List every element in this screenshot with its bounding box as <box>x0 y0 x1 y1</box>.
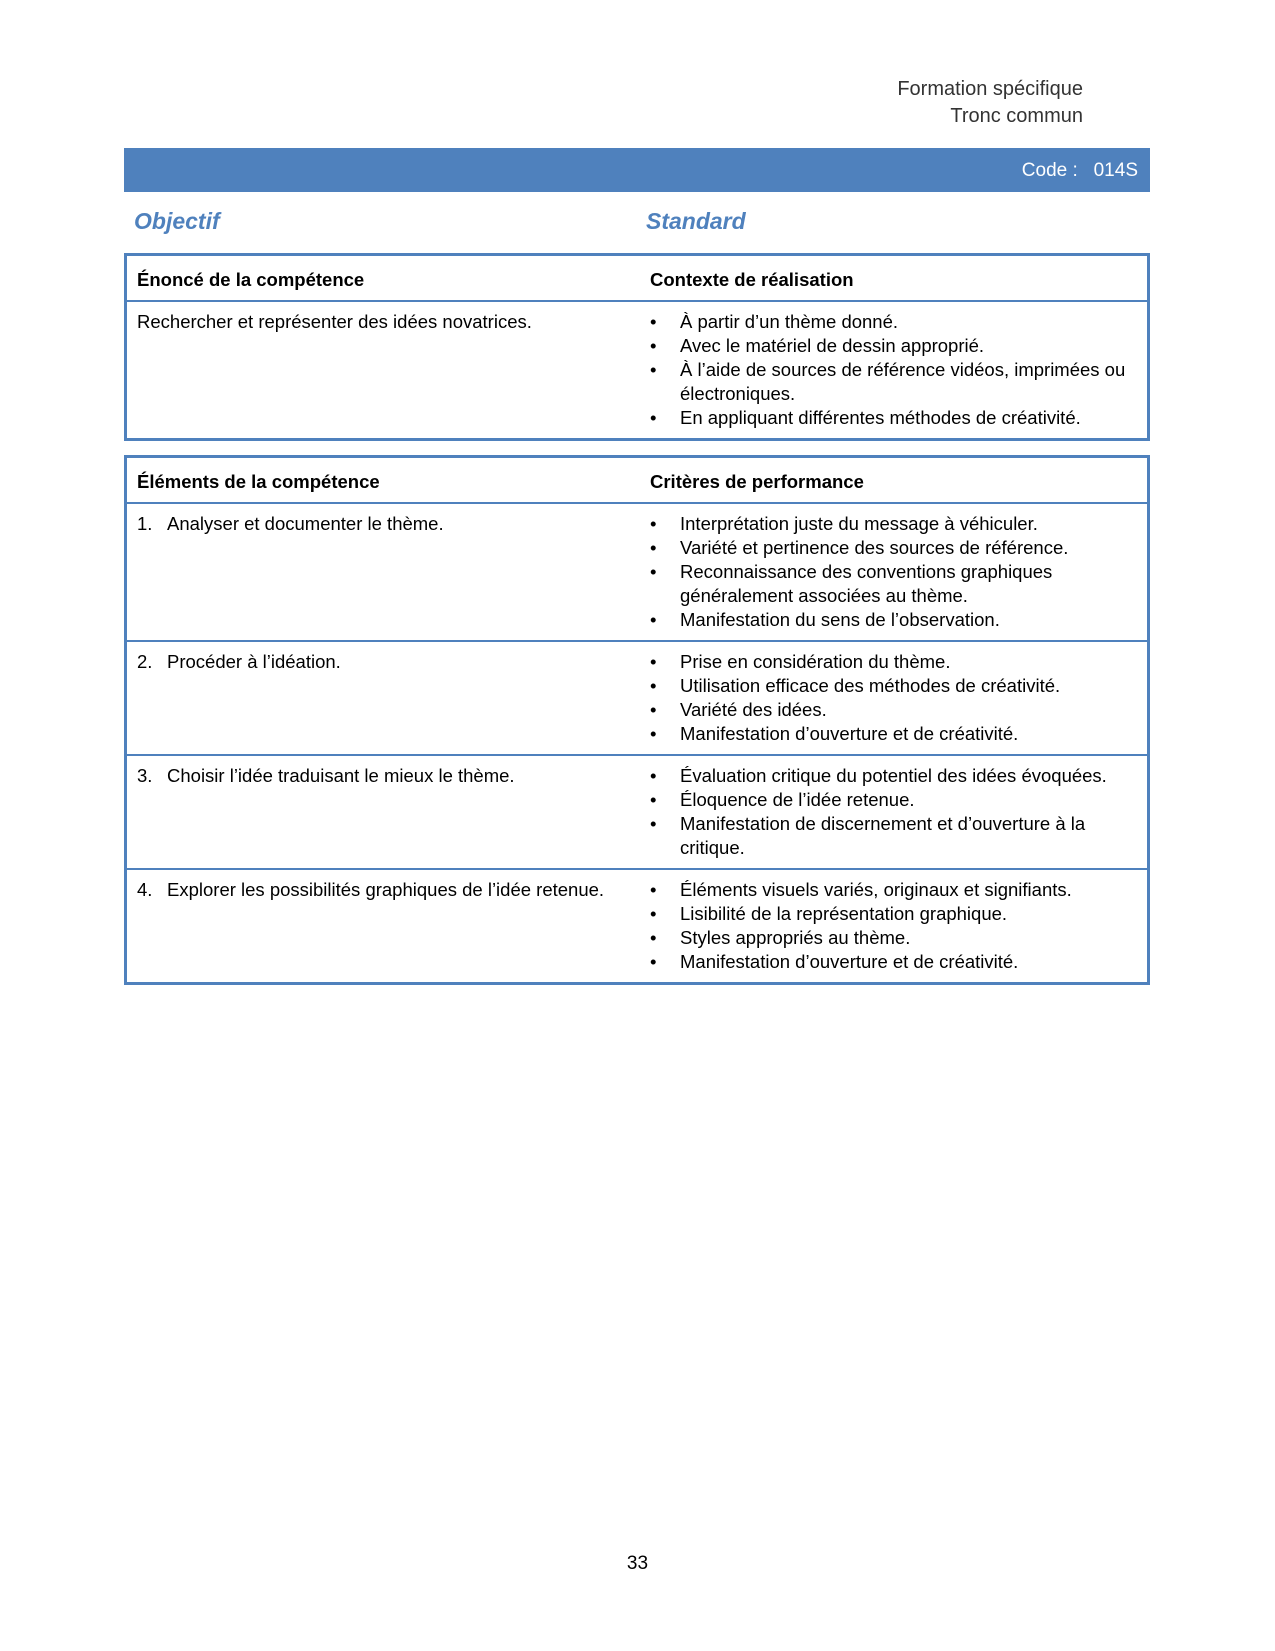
context-item-text: Avec le matériel de dessin approprié. <box>680 335 985 356</box>
element-cell <box>126 641 641 755</box>
bullet-icon: • <box>650 311 657 332</box>
list-item <box>650 698 1139 722</box>
competency-statement-table <box>124 253 1150 441</box>
competency-statement: Rechercher et représenter des idées novatrices. <box>137 311 532 332</box>
bullet-icon: • <box>650 699 657 720</box>
criterion-text: Manifestation d’ouverture et de créativité. <box>680 951 1019 972</box>
table-row <box>126 641 1149 755</box>
objective-title: Objectif <box>134 208 220 234</box>
element-number: 2. <box>137 651 153 672</box>
list-item <box>650 812 1139 860</box>
context-item-text: À l’aide de sources de référence vidéos, imprimées ou électroniques. <box>680 359 1126 404</box>
bullet-icon: • <box>650 765 657 786</box>
bullet-icon: • <box>650 675 657 696</box>
bullet-icon: • <box>650 723 657 744</box>
element-text: Procéder à l’idéation. <box>167 651 341 672</box>
table-header-row <box>126 457 1149 504</box>
bullet-icon: • <box>650 927 657 948</box>
competency-elements-table <box>124 455 1150 985</box>
element-number: 1. <box>137 513 153 534</box>
criterion-text: Manifestation de discernement et d’ouverture à la critique. <box>680 813 1086 858</box>
element-cell <box>126 869 641 984</box>
program-title: Formation spécifique <box>897 78 1083 100</box>
bullet-icon: • <box>650 537 657 558</box>
criterion-text: Styles appropriés au thème. <box>680 927 911 948</box>
bullet-icon: • <box>650 879 657 900</box>
table-row <box>126 301 1149 440</box>
context-item-text: À partir d’un thème donné. <box>680 311 899 332</box>
criterion-text: Évaluation critique du potentiel des idées évoquées. <box>680 765 1107 786</box>
criterion-text: Variété des idées. <box>680 699 827 720</box>
element-text: Analyser et documenter le thème. <box>167 513 444 534</box>
standard-title: Standard <box>646 208 746 234</box>
document-header <box>897 76 1083 130</box>
criteria-cell <box>640 503 1149 641</box>
list-item <box>650 902 1139 926</box>
list-item <box>650 878 1139 902</box>
criteria-list <box>650 878 1139 974</box>
criterion-text: Manifestation d’ouverture et de créativité. <box>680 723 1019 744</box>
element-number: 3. <box>137 765 153 786</box>
criterion-text: Éloquence de l’idée retenue. <box>680 789 915 810</box>
bullet-icon: • <box>650 359 657 380</box>
bullet-icon: • <box>650 651 657 672</box>
bullet-icon: • <box>650 951 657 972</box>
table-header-row <box>126 255 1149 302</box>
criterion-text: Lisibilité de la représentation graphique. <box>680 903 1008 924</box>
criteria-list <box>650 650 1139 746</box>
competency-code: Code : 014S <box>1021 160 1138 181</box>
table-row <box>126 755 1149 869</box>
list-item <box>650 674 1139 698</box>
list-item <box>650 560 1139 608</box>
element-text: Choisir l’idée traduisant le mieux le thème. <box>167 765 515 786</box>
list-item <box>650 650 1139 674</box>
list-item <box>650 926 1139 950</box>
element-number: 4. <box>137 879 153 900</box>
list-item <box>650 334 1139 358</box>
bullet-icon: • <box>650 903 657 924</box>
statement-column-header: Énoncé de la compétence <box>126 255 641 302</box>
bullet-icon: • <box>650 561 657 582</box>
list-item <box>650 788 1139 812</box>
context-list <box>650 310 1139 430</box>
context-cell <box>640 301 1149 440</box>
list-item <box>650 608 1139 632</box>
criteria-cell <box>640 755 1149 869</box>
criterion-text: Interprétation juste du message à véhiculer. <box>680 513 1038 534</box>
list-item <box>650 310 1139 334</box>
element-cell <box>126 503 641 641</box>
criteria-cell <box>640 869 1149 984</box>
bullet-icon: • <box>650 789 657 810</box>
bullet-icon: • <box>650 513 657 534</box>
list-item <box>650 950 1139 974</box>
criterion-text: Prise en considération du thème. <box>680 651 951 672</box>
table-row <box>126 869 1149 984</box>
code-bar <box>124 148 1150 192</box>
criterion-text: Éléments visuels variés, originaux et signifiants. <box>680 879 1072 900</box>
list-item <box>650 406 1139 430</box>
criterion-text: Manifestation du sens de l’observation. <box>680 609 1000 630</box>
context-column-header: Contexte de réalisation <box>640 255 1149 302</box>
criteria-list <box>650 512 1139 632</box>
context-item-text: En appliquant différentes méthodes de créativité. <box>680 407 1081 428</box>
list-item <box>650 536 1139 560</box>
criterion-text: Reconnaissance des conventions graphiques généralement associées au thème. <box>680 561 1053 606</box>
criterion-text: Utilisation efficace des méthodes de créativité. <box>680 675 1061 696</box>
table-row <box>126 503 1149 641</box>
list-item <box>650 764 1139 788</box>
element-text: Explorer les possibilités graphiques de l’idée retenue. <box>167 879 605 900</box>
bullet-icon: • <box>650 407 657 428</box>
list-item <box>650 722 1139 746</box>
criterion-text: Variété et pertinence des sources de référence. <box>680 537 1069 558</box>
page-number: 33 <box>626 1553 649 1574</box>
criteria-list <box>650 764 1139 860</box>
section-titles <box>134 208 1150 238</box>
criteria-column-header: Critères de performance <box>640 457 1149 504</box>
bullet-icon: • <box>650 813 657 834</box>
list-item <box>650 358 1139 406</box>
criteria-cell <box>640 641 1149 755</box>
program-subtitle: Tronc commun <box>950 105 1083 127</box>
bullet-icon: • <box>650 335 657 356</box>
elements-column-header: Éléments de la compétence <box>126 457 641 504</box>
bullet-icon: • <box>650 609 657 630</box>
element-cell <box>126 755 641 869</box>
list-item <box>650 512 1139 536</box>
